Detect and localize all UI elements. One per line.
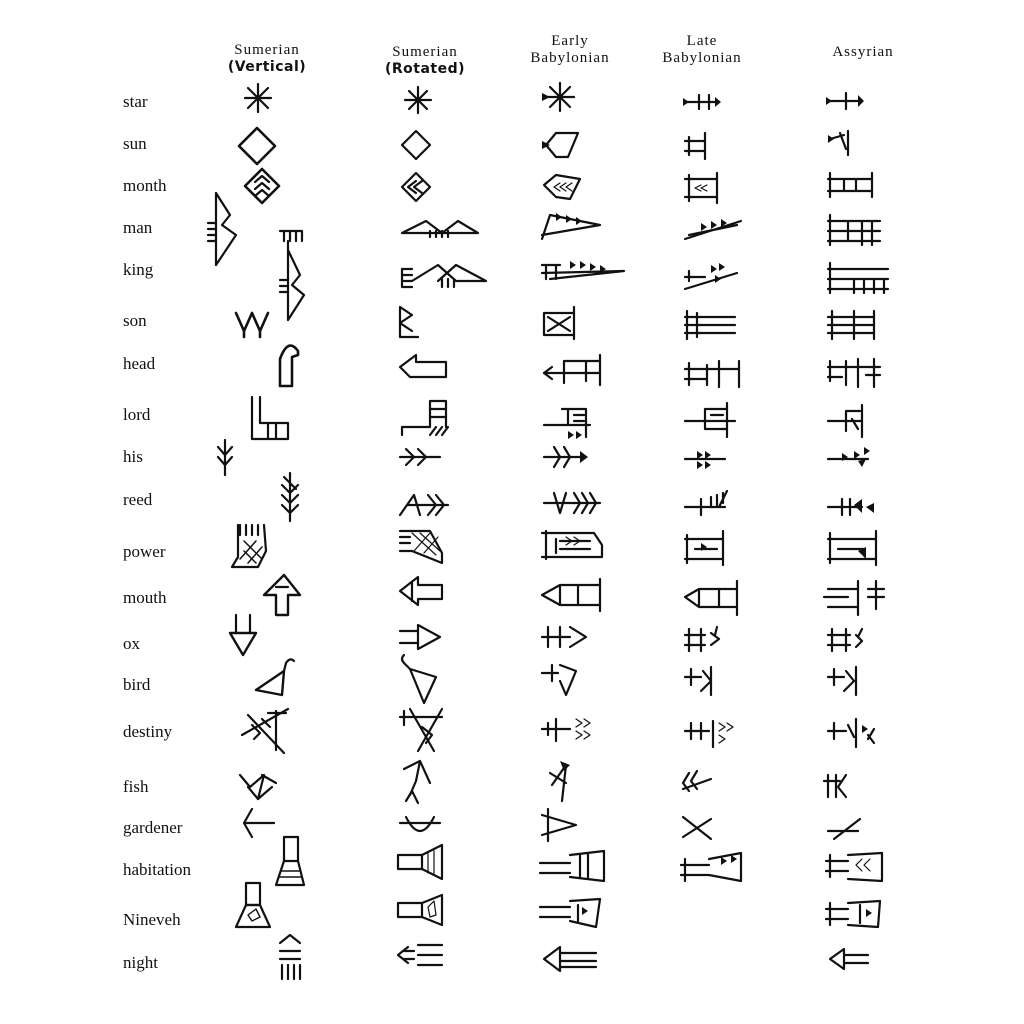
sv-fish-sign <box>240 775 276 799</box>
as-night-sign <box>830 949 868 969</box>
word-habitation: habitation <box>123 860 191 879</box>
word-king: king <box>123 260 154 279</box>
eb-man-sign <box>542 213 600 239</box>
word-destiny: destiny <box>123 722 173 741</box>
sv-his-sign <box>218 440 232 475</box>
sv-night-sign <box>280 935 300 979</box>
sv-nineveh-sign <box>236 883 270 927</box>
sr-sun-sign <box>402 131 430 159</box>
lb-head-sign <box>685 361 739 387</box>
sv-ox-sign <box>230 615 256 655</box>
sr-month-sign <box>402 173 430 201</box>
lb-reed-sign <box>685 491 727 515</box>
word-gardener: gardener <box>123 818 183 837</box>
lb-his-sign <box>685 451 725 469</box>
lb-lord-sign <box>685 403 735 437</box>
sv-man-sign <box>208 193 236 265</box>
sv-bird-sign <box>256 659 294 695</box>
lb-gardener-sign <box>683 817 711 839</box>
sumerian-vertical-pictographs <box>200 75 340 990</box>
eb-nineveh-sign <box>540 899 600 927</box>
word-star: star <box>123 92 148 111</box>
sv-power-sign <box>232 525 266 567</box>
eb-gardener-sign <box>542 809 576 841</box>
eb-power-sign <box>542 531 602 559</box>
as-month-sign <box>828 173 872 197</box>
sv-mouth-sign <box>264 575 300 615</box>
as-destiny-sign <box>828 719 874 747</box>
word-month: month <box>123 176 167 195</box>
word-son: son <box>123 311 147 330</box>
word-sun: sun <box>123 134 147 153</box>
word-his: his <box>123 447 143 466</box>
as-king-sign <box>828 263 888 293</box>
sr-habitation-sign <box>398 845 442 879</box>
header-late-babylonian-line1: Late <box>686 33 718 49</box>
sr-king-sign <box>402 265 486 287</box>
lb-habitation-sign <box>681 853 741 881</box>
eb-mouth-sign <box>542 579 600 611</box>
eb-lord-sign <box>544 409 590 439</box>
word-lord: lord <box>123 405 151 424</box>
sr-lord-sign <box>402 401 448 435</box>
word-bird: bird <box>123 675 151 694</box>
sv-son-sign <box>236 313 268 337</box>
header-early-babylonian-line2: Babylonian <box>530 50 610 66</box>
eb-month-sign <box>544 175 580 199</box>
sr-night-sign <box>398 945 442 965</box>
header-late-babylonian-line2: Babylonian <box>662 50 742 66</box>
header-sumerian-vertical-sub: (Vertical) <box>227 59 307 75</box>
sr-power-sign <box>400 531 442 563</box>
as-head-sign <box>828 359 880 387</box>
eb-fish-sign <box>550 761 570 801</box>
as-his-sign <box>828 447 870 467</box>
eb-destiny-sign <box>542 719 590 741</box>
header-early-babylonian-line1: Early <box>551 33 589 49</box>
as-son-sign <box>828 311 874 339</box>
word-ox: ox <box>123 634 140 653</box>
lb-bird-sign <box>685 667 711 695</box>
sumerian-rotated-pictographs <box>390 75 490 990</box>
word-nineveh: Nineveh <box>123 910 181 929</box>
lb-king-sign <box>685 263 737 289</box>
sr-destiny-sign <box>400 709 442 751</box>
as-power-sign <box>828 531 876 565</box>
sr-ox-sign <box>400 625 440 649</box>
sv-sun-sign <box>239 128 275 164</box>
header-assyrian <box>808 44 918 61</box>
header-sumerian-vertical-title: Sumerian <box>234 42 300 58</box>
sr-nineveh-sign <box>398 895 442 925</box>
word-night: night <box>123 953 158 972</box>
sv-star-sign <box>245 84 271 112</box>
sr-reed-sign <box>400 495 448 515</box>
sr-his-sign <box>400 449 440 465</box>
sr-mouth-sign <box>400 577 442 605</box>
word-man: man <box>123 218 153 237</box>
lb-month-sign <box>685 173 717 203</box>
lb-star-sign <box>683 95 721 109</box>
sv-destiny-sign <box>242 709 288 753</box>
lb-sun-sign <box>685 133 705 159</box>
eb-reed-sign <box>544 493 600 513</box>
header-sumerian-vertical <box>212 42 322 76</box>
eb-son-sign <box>544 307 574 339</box>
late-babylonian-signs <box>675 75 785 990</box>
eb-night-sign <box>544 947 596 971</box>
sr-fish-sign <box>404 761 430 803</box>
as-man-sign <box>828 215 880 245</box>
eb-sun-sign <box>542 133 578 157</box>
sv-lord-sign <box>252 397 288 439</box>
lb-man-sign <box>685 219 741 239</box>
lb-power-sign <box>685 531 723 565</box>
assyrian-signs <box>818 75 908 990</box>
header-late-babylonian <box>642 33 762 67</box>
header-sumerian-rotated <box>370 44 480 78</box>
as-mouth-sign <box>824 581 884 615</box>
header-sumerian-rotated-title: Sumerian <box>392 44 458 60</box>
as-sun-sign <box>828 131 848 155</box>
sv-reed-sign <box>282 473 298 521</box>
lb-destiny-sign <box>685 721 733 747</box>
header-early-babylonian <box>510 33 630 67</box>
eb-ox-sign <box>542 627 586 647</box>
word-power: power <box>123 542 166 561</box>
sv-habitation-sign <box>276 837 304 885</box>
eb-his-sign <box>544 447 588 467</box>
header-assyrian-title: Assyrian <box>832 44 894 60</box>
eb-king-sign <box>542 261 624 279</box>
sv-head-sign <box>280 346 298 386</box>
as-reed-sign <box>828 499 874 515</box>
word-head: head <box>123 354 156 373</box>
as-nineveh-sign <box>826 901 880 927</box>
eb-head-sign <box>544 355 600 385</box>
sv-gardener-sign <box>244 809 274 837</box>
as-star-sign <box>826 93 864 109</box>
lb-mouth-sign <box>685 581 737 615</box>
header-sumerian-rotated-sub: (Rotated) <box>384 61 466 77</box>
eb-star-sign <box>542 83 574 111</box>
word-fish: fish <box>123 777 149 796</box>
lb-son-sign <box>685 311 735 339</box>
as-gardener-sign <box>828 819 860 839</box>
sr-son-sign <box>400 307 418 337</box>
word-reed: reed <box>123 490 153 509</box>
sr-head-sign <box>400 355 446 377</box>
as-lord-sign <box>828 405 862 437</box>
sv-month-sign <box>245 169 279 203</box>
sr-bird-sign <box>402 655 436 703</box>
early-babylonian-signs <box>530 75 640 990</box>
eb-habitation-sign <box>540 851 604 881</box>
sr-star-sign <box>405 87 431 113</box>
as-habitation-sign <box>826 853 882 881</box>
as-ox-sign <box>828 629 862 651</box>
sr-man-sign <box>402 221 478 237</box>
as-fish-sign <box>824 775 846 797</box>
as-bird-sign <box>828 667 856 695</box>
word-mouth: mouth <box>123 588 167 607</box>
eb-bird-sign <box>542 665 576 695</box>
sv-king-sign <box>280 231 304 320</box>
lb-ox-sign <box>685 627 719 651</box>
sr-gardener-sign <box>400 817 440 831</box>
lb-fish-sign <box>683 771 711 791</box>
